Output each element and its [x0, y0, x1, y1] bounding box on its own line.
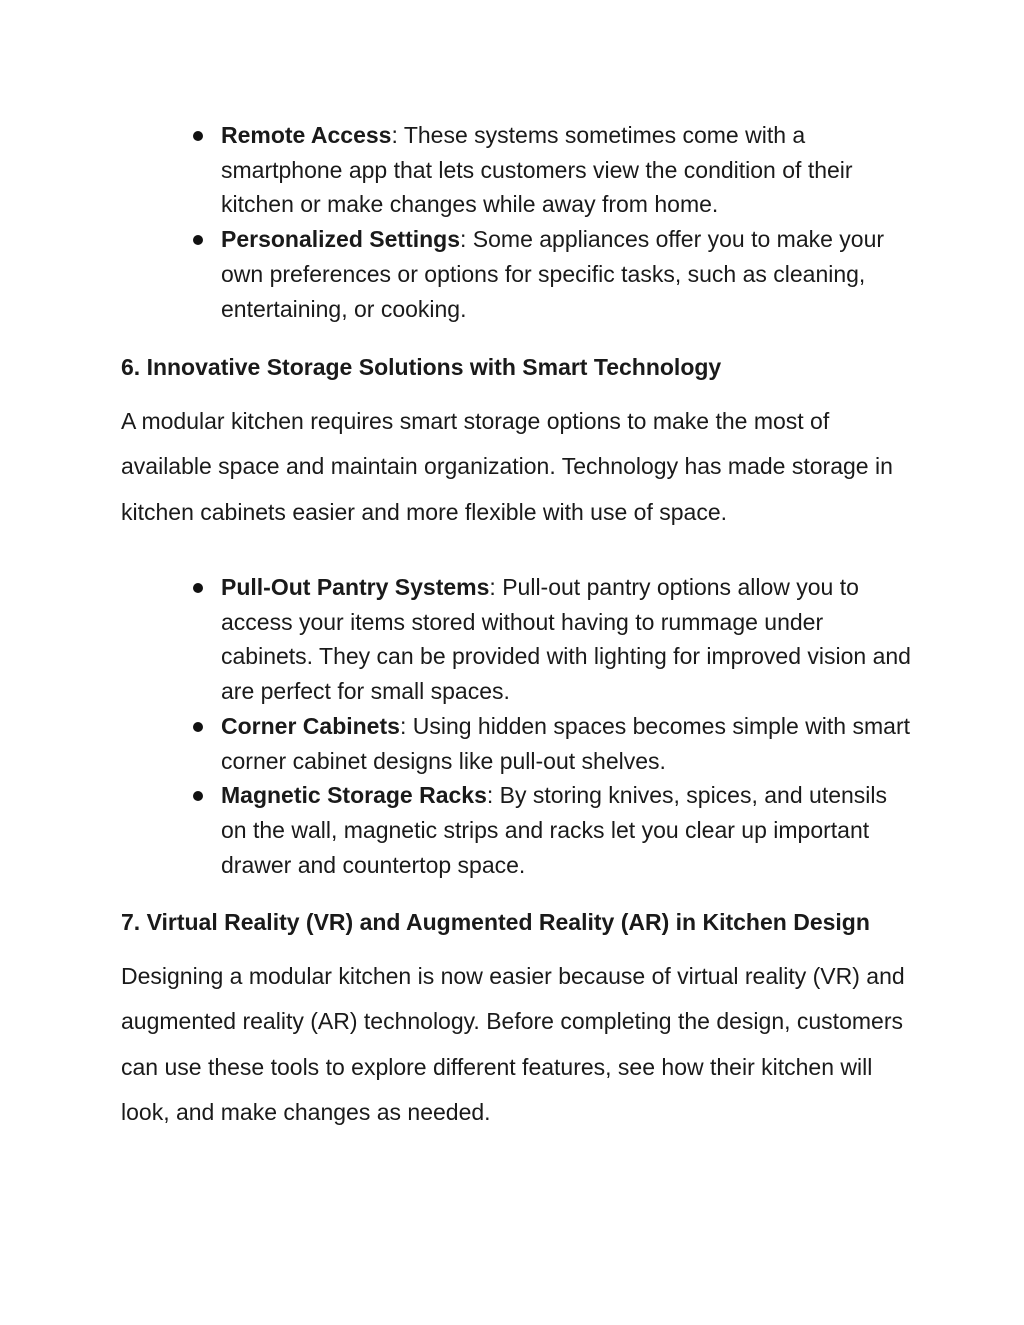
section-paragraph: A modular kitchen requires smart storage options to make the most of available space and maintain organization. Technology has made storage in kitchen cabinets easier and more flexible with use of space.: [121, 408, 893, 525]
list-item-term: Remote Access: [221, 122, 392, 148]
section-heading: 7. Virtual Reality (VR) and Augmented Reality (AR) in Kitchen Design: [121, 909, 870, 935]
list-item-term: Personalized Settings: [221, 226, 461, 253]
list-item: [193, 222, 913, 326]
bullet-icon: [193, 583, 203, 593]
list-item: [193, 570, 913, 709]
bullet-icon: [193, 235, 203, 245]
feature-list-smart-controls: [193, 118, 913, 326]
list-item-term: Corner Cabinets: [221, 712, 400, 739]
list-item-text: : These systems sometimes come with a smartphone app that lets customers view the condition of their kitchen or make changes while away from home.: [221, 122, 853, 218]
list-item-text: : Pull-out pantry options allow you to access your items stored without having to rummage under cabinets. They can be provided with lighting for improved vision and are perfect for small spaces.: [221, 574, 911, 705]
list-item: [193, 709, 913, 778]
list-item-text: : Using hidden spaces becomes simple with smart corner cabinet designs like pull-out shelves.: [221, 712, 910, 774]
bullet-icon: [193, 791, 203, 801]
list-item: [193, 778, 913, 882]
section-heading: 6. Innovative Storage Solutions with Smart Technology: [121, 354, 722, 380]
list-item-text: : By storing knives, spices, and utensils on the wall, magnetic strips and racks let you clear up important drawer and countertop space.: [221, 782, 888, 878]
feature-list-storage: [193, 570, 913, 882]
bullet-icon: [193, 722, 203, 732]
list-item-term: Magnetic Storage Racks: [221, 782, 487, 809]
list-item: [193, 118, 913, 222]
section-paragraph: Designing a modular kitchen is now easier because of virtual reality (VR) and augmented reality (AR) technology. Before completing the design, customers can use these tools to explore different features, see how their kitchen will look, and make changes as needed.: [121, 963, 905, 1125]
list-item-term: Pull-Out Pantry Systems: [221, 574, 490, 600]
list-item-text: : Some appliances offer you to make your own preferences or options for specific tasks, such as cleaning, entertaining, or cooking.: [221, 226, 885, 322]
bullet-icon: [193, 131, 203, 141]
